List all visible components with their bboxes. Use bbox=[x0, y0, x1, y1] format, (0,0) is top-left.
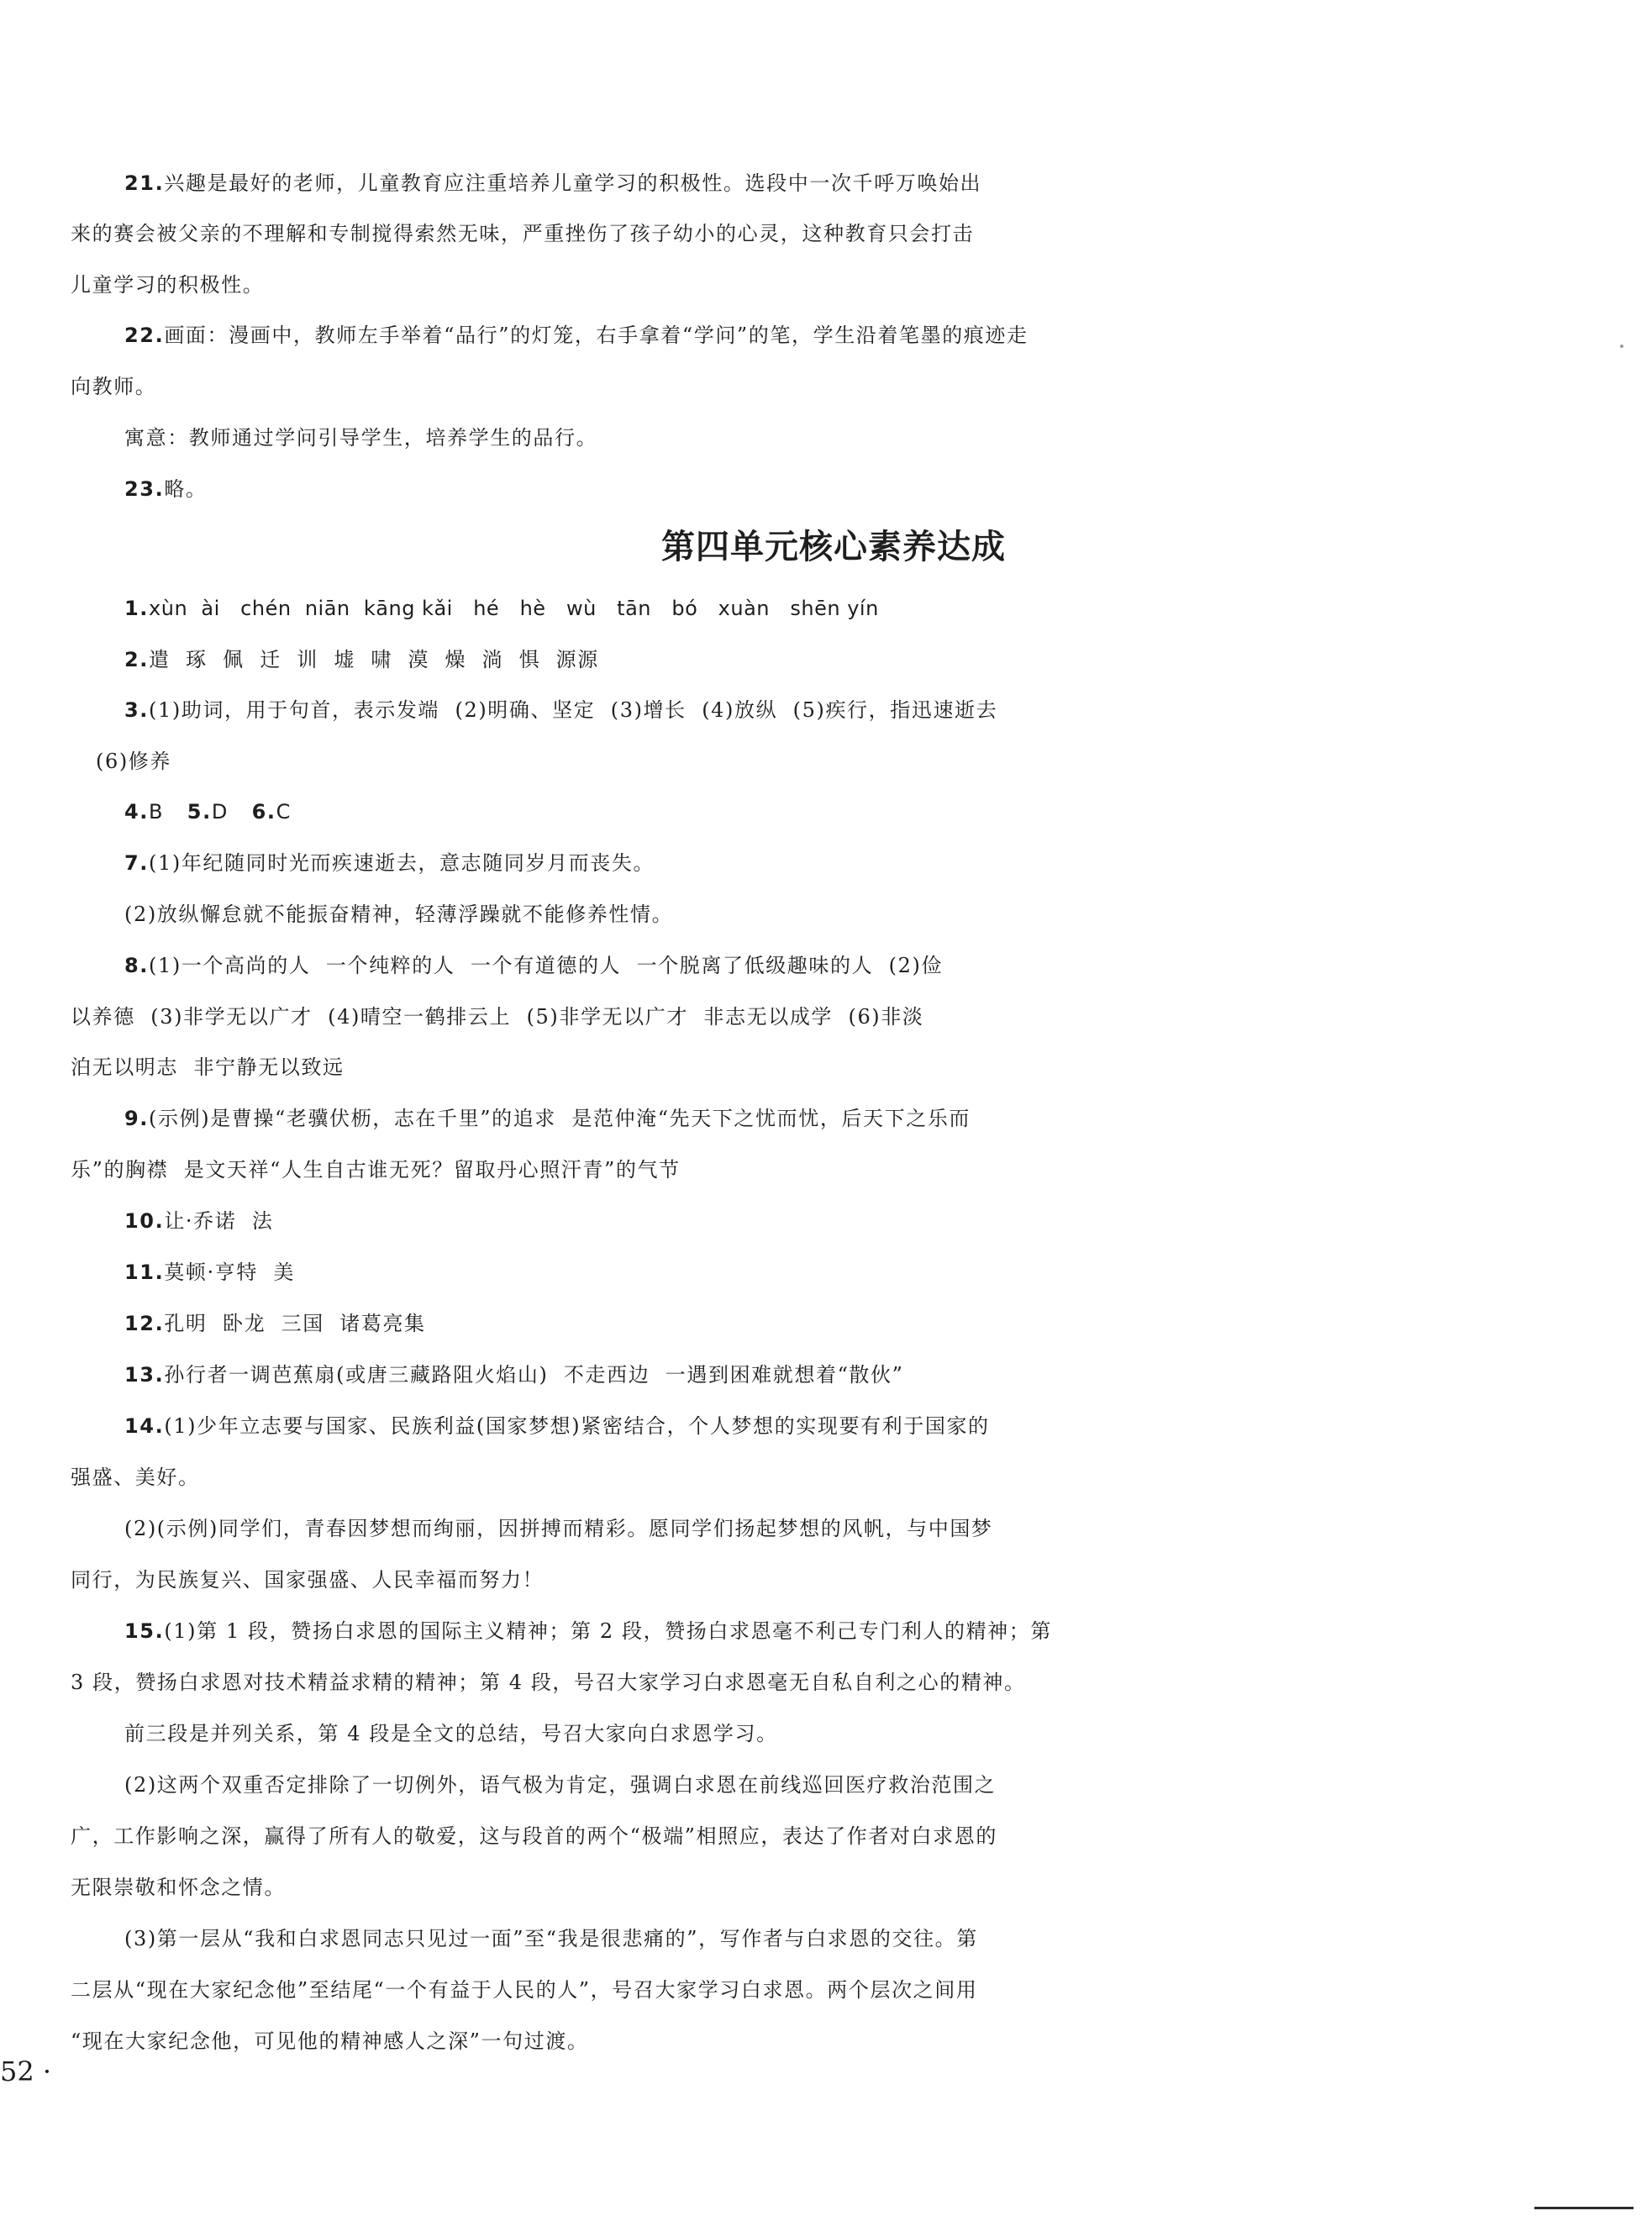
answer-2-line bbox=[0, 636, 1652, 683]
answer-8-text-2: 以养德 (3)非学无以广才 (4)晴空一鹤排云上 (5)非学无以广才 非志无以成学 (6)非淡 bbox=[71, 1005, 924, 1029]
answer-6-value: C bbox=[276, 800, 292, 824]
answer-14-text-4: 同行，为民族复兴、国家强盛、人民幸福而努力！ bbox=[71, 1568, 545, 1592]
answer-3-text-1: (1)助词，用于句首，表示发端 (2)明确、坚定 (3)增长 (4)放纵 (5)疾行，指迅速逝去 bbox=[149, 698, 998, 722]
answer-10-text: 让·乔诺 法 bbox=[164, 1209, 274, 1233]
margin-mark bbox=[1620, 345, 1623, 348]
answer-14-line-3 bbox=[0, 1505, 1652, 1552]
footer-rule bbox=[1534, 2207, 1634, 2209]
answer-15-line-2 bbox=[0, 1659, 1652, 1706]
answer-7-text-1: (1)年纪随同时光而疾速逝去，意志随同岁月而丧失。 bbox=[149, 851, 655, 875]
answer-21-number: 21. bbox=[124, 171, 165, 195]
answer-6-number: 6. bbox=[251, 800, 276, 824]
answer-15-line-3 bbox=[0, 1710, 1652, 1757]
answer-8-line-1 bbox=[0, 942, 1652, 989]
answer-13-line bbox=[0, 1351, 1652, 1398]
answer-4-value: B bbox=[149, 800, 165, 824]
answer-14-number: 14. bbox=[124, 1414, 165, 1438]
answer-14-text-2: 强盛、美好。 bbox=[71, 1466, 200, 1489]
answer-15-text-6: 无限崇敬和怀念之情。 bbox=[71, 1876, 286, 1899]
page-number: 52 · bbox=[0, 2055, 52, 2087]
answer-15-number: 15. bbox=[124, 1619, 165, 1643]
answer-9-text-2: 乐”的胸襟 是文天祥“人生自古谁无死？留取丹心照汗青”的气节 bbox=[71, 1158, 681, 1182]
answer-22-line-3 bbox=[0, 414, 1652, 461]
answer-15-line-5 bbox=[0, 1813, 1652, 1860]
answer-3-number: 3. bbox=[124, 698, 150, 722]
answer-3-line-1 bbox=[0, 687, 1652, 734]
answer-8-text-1: (1)一个高尚的人 一个纯粹的人 一个有道德的人 一个脱离了低级趣味的人 (2)俭 bbox=[149, 954, 944, 977]
answer-8-line-3 bbox=[0, 1044, 1652, 1091]
answer-9-number: 9. bbox=[124, 1107, 150, 1130]
answer-21-line-3 bbox=[0, 261, 1652, 308]
answer-1-number: 1. bbox=[124, 597, 150, 620]
answer-14-line-2 bbox=[0, 1454, 1652, 1501]
answer-14-text-1: (1)少年立志要与国家、民族利益(国家梦想)紧密结合，个人梦想的实现要有利于国家的 bbox=[164, 1414, 990, 1438]
answer-7-number: 7. bbox=[124, 851, 150, 875]
answer-5-number: 5. bbox=[187, 800, 212, 824]
answer-3-text-2: (6)修养 bbox=[96, 750, 171, 773]
answer-1-text: xùn ài chén niān kāng kǎi hé hè wù tān bó xuàn shēn yín bbox=[149, 597, 879, 620]
answer-15-line-9 bbox=[0, 2018, 1652, 2065]
answer-21-text-1: 兴趣是最好的老师，儿童教育应注重培养儿童学习的积极性。选段中一次千呼万唤始出 bbox=[164, 171, 982, 195]
answer-9-line-2 bbox=[0, 1146, 1652, 1193]
answer-23-text: 略。 bbox=[164, 477, 208, 501]
answer-22-text-1: 画面：漫画中，教师左手举着“品行”的灯笼，右手拿着“学问”的笔，学生沿着笔墨的痕迹走 bbox=[164, 324, 1029, 347]
answer-8-text-3: 泊无以明志 非宁静无以致远 bbox=[71, 1055, 345, 1079]
answer-12-line bbox=[0, 1300, 1652, 1347]
answer-10-line bbox=[0, 1197, 1652, 1245]
answer-7-line-2 bbox=[0, 891, 1652, 938]
answer-22-line-2 bbox=[0, 363, 1652, 410]
answer-22-text-3: 寓意：教师通过学问引导学生，培养学生的品行。 bbox=[124, 426, 598, 450]
answer-5-value: D bbox=[211, 800, 229, 824]
answer-11-line bbox=[0, 1249, 1652, 1296]
answer-15-text-5: 广，工作影响之深，赢得了所有人的敬爱，这与段首的两个“极端”相照应，表达了作者对白求恩的 bbox=[71, 1824, 997, 1848]
answer-21-text-2: 来的赛会被父亲的不理解和专制搅得索然无味，严重挫伤了孩子幼小的心灵，这种教育只会打击 bbox=[71, 222, 975, 245]
answer-21-line-2 bbox=[0, 210, 1652, 257]
answer-15-line-6 bbox=[0, 1864, 1652, 1911]
answer-22-text-2: 向教师。 bbox=[71, 375, 157, 398]
answer-12-text: 孔明 卧龙 三国 诸葛亮集 bbox=[164, 1312, 426, 1335]
answer-11-number: 11. bbox=[124, 1261, 165, 1284]
answer-21-line-1 bbox=[0, 160, 1652, 207]
answer-15-text-2: 3 段，赞扬白求恩对技术精益求精的精神；第 4 段，号召大家学习白求恩毫无自私自利之心的精神。 bbox=[71, 1671, 1026, 1694]
answer-13-number: 13. bbox=[124, 1363, 165, 1387]
answer-7-text-2: (2)放纵懈怠就不能振奋精神，轻薄浮躁就不能修养性情。 bbox=[124, 903, 674, 926]
answer-12-number: 12. bbox=[124, 1312, 165, 1335]
answer-21-text-3: 儿童学习的积极性。 bbox=[71, 273, 265, 297]
answer-22-line-1 bbox=[0, 312, 1652, 359]
answer-15-line-7 bbox=[0, 1915, 1652, 1962]
answer-15-text-9: “现在大家纪念他，可见他的精神感人之深”一句过渡。 bbox=[71, 2029, 589, 2053]
answer-15-text-7: (3)第一层从“我和白求恩同志只见过一面”至“我是很悲痛的”，写作者与白求恩的交往。第 bbox=[124, 1927, 978, 1950]
answers-4-6-line bbox=[0, 788, 1652, 835]
answer-15-text-4: (2)这两个双重否定排除了一切例外，语气极为肯定，强调白求恩在前线巡回医疗救治范围之 bbox=[124, 1773, 997, 1797]
answer-14-line-4 bbox=[0, 1556, 1652, 1603]
answer-11-text: 莫顿·亨特 美 bbox=[164, 1261, 296, 1284]
answer-15-text-3: 前三段是并列关系，第 4 段是全文的总结，号召大家向白求恩学习。 bbox=[124, 1722, 778, 1745]
answer-22-number: 22. bbox=[124, 324, 165, 347]
answer-14-text-3: (2)(示例)同学们，青春因梦想而绚丽，因拼搏而精彩。愿同学们扬起梦想的风帆，与中国梦 bbox=[124, 1517, 993, 1540]
answer-23-number: 23. bbox=[124, 477, 165, 501]
answer-15-line-4 bbox=[0, 1761, 1652, 1808]
answer-14-line-1 bbox=[0, 1403, 1652, 1450]
answer-1-line bbox=[0, 585, 1652, 632]
answer-23-line bbox=[0, 466, 1652, 513]
answer-8-number: 8. bbox=[124, 954, 150, 977]
answer-15-text-8: 二层从“现在大家纪念他”至结尾“一个有益于人民的人”，号召大家学习白求恩。两个层次之间用 bbox=[71, 1978, 978, 2002]
answer-2-text: 遣 琢 佩 迁 训 墟 啸 漠 燥 淌 惧 源源 bbox=[149, 648, 599, 671]
answer-9-text-1: (示例)是曹操“老骥伏枥，志在千里”的追求 是范仲淹“先天下之忧而忧，后天下之乐而 bbox=[149, 1107, 971, 1130]
answer-2-number: 2. bbox=[124, 648, 150, 671]
answer-9-line-1 bbox=[0, 1095, 1652, 1142]
answer-3-line-2 bbox=[0, 738, 1652, 785]
answer-10-number: 10. bbox=[124, 1209, 165, 1233]
answer-13-text: 孙行者一调芭蕉扇(或唐三藏路阻火焰山) 不走西边 一遇到困难就想着“散伙” bbox=[164, 1363, 904, 1387]
answer-8-line-2 bbox=[0, 993, 1652, 1040]
answer-7-line-1 bbox=[0, 840, 1652, 887]
answer-15-text-1: (1)第 1 段，赞扬白求恩的国际主义精神；第 2 段，赞扬白求恩毫不利己专门利人的精神；第 bbox=[164, 1619, 1052, 1643]
answer-15-line-1 bbox=[0, 1608, 1652, 1655]
answer-15-line-8 bbox=[0, 1966, 1652, 2013]
answer-4-number: 4. bbox=[124, 800, 150, 824]
section-title: 第四单元核心素养达成 bbox=[661, 528, 1006, 566]
